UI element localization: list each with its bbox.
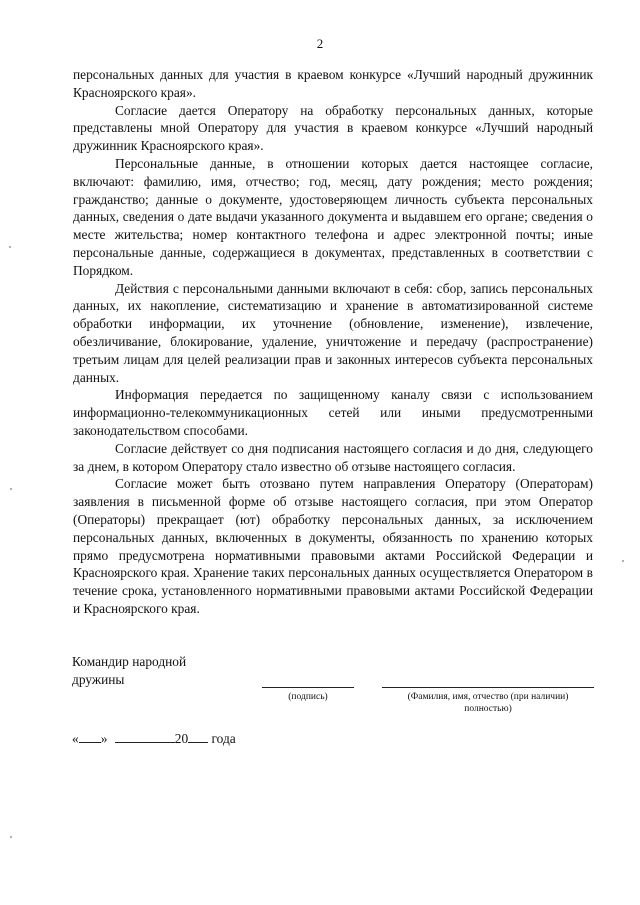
paragraph-6: Согласие действует со дня подписания настоящего согласия и до дня, следующего за днем, в котором Оператору стало известно об отзыве настоящего согласия.	[73, 440, 593, 474]
date-suffix: года	[211, 731, 236, 746]
date-close-quote: »	[100, 731, 108, 746]
signatory-label-line-1: Командир народной	[72, 654, 187, 669]
date-line	[72, 730, 236, 747]
document-body	[73, 66, 593, 618]
scan-speck	[10, 488, 12, 490]
year-blank	[188, 730, 208, 743]
year-prefix: 20	[174, 731, 189, 746]
name-line	[382, 687, 594, 688]
signature-caption: (подпись)	[288, 692, 328, 702]
signature-line	[262, 687, 354, 688]
paragraph-4: Действия с персональными данными включают в себя: сбор, запись персональных данных, их накопление, систематизацию и хранение в автоматизированной системе обработки информации, их уточнение (обновление, изменение), извлечение, обезличивание, блокирование, удаление, уничтожение и передачу (распространение) третьим лицам для целей реализации прав и законных интересов субъекта персональных данных.	[73, 280, 593, 385]
month-blank	[115, 730, 175, 743]
name-caption-line-2: полностью)	[464, 704, 512, 714]
paragraph-1: персональных данных для участия в краевом конкурсе «Лучший народный дружинник Красноярского края».	[73, 67, 593, 100]
day-blank	[79, 730, 101, 743]
paragraph-5: Информация передается по защищенному каналу связи с использованием информационно-телекоммуникационных сетей или иными предусмотренными законодательством способами.	[73, 387, 593, 438]
scan-speck	[10, 836, 12, 838]
scan-speck	[9, 246, 11, 248]
signatory-label-line-2: дружины	[72, 672, 125, 687]
paragraph-3: Персональные данные, в отношении которых дается настоящее согласие, включают: фамилию, имя, отчество; год, месяц, дату рождения; место рождения; гражданство; данные о документе, удостоверяющем личность субъекта персональных данных, сведения о дате выдачи указанного документа и выдавшем его органе; сведения о месте жительства; номер контактного телефона и адрес электронной почты; иные персональные данные, содержащиеся в документах, представленных в соответствии с Порядком.	[73, 155, 593, 278]
name-caption-line-1: (Фамилия, имя, отчество (при наличии)	[407, 692, 569, 702]
paragraph-7: Согласие может быть отозвано путем направления Оператору (Операторам) заявления в письменной форме об отзыве настоящего согласия, при этом Оператор (Операторы) прекращает (ют) обработку персональных данных, за исключением персональных данных, включенных в документы, обязанность по хранению которых прямо предусмотрена нормативными правовыми актами Российской Федерации и Красноярского края. Хранение таких персональных данных осуществляется Оператором в течение срока, установленного нормативными правовыми актами Российской Федерации и Красноярского края.	[73, 476, 593, 616]
scan-speck	[622, 560, 624, 562]
signatory-label	[72, 653, 186, 689]
page-number: 2	[316, 36, 324, 51]
paragraph-2: Согласие дается Оператору на обработку персональных данных, которые представлены мной Оператору для участия в краевом конкурсе «Лучший народный дружинник Красноярского края».	[73, 102, 593, 154]
date-open-quote: «	[72, 731, 79, 746]
name-caption	[382, 691, 594, 715]
